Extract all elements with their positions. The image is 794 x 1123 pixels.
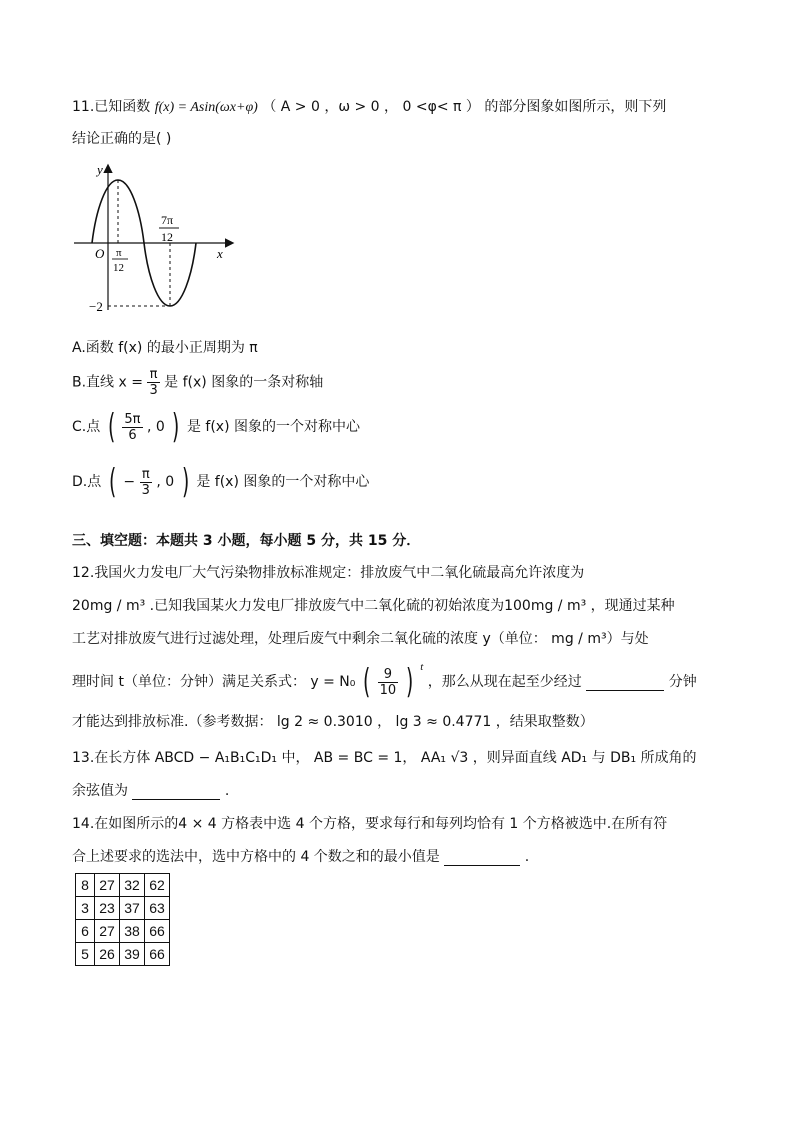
y-axis-label: y: [97, 162, 103, 177]
q11-conditions: （ A > 0 ，ω > 0 ， 0 <φ< π ）: [262, 99, 480, 115]
grid-cell[interactable]: 62: [145, 874, 170, 897]
option-b-suffix: 是 f(x) 图象的一条对称轴: [164, 374, 324, 391]
q12-formula-fraction: [378, 667, 399, 698]
option-b-den: 3: [149, 383, 158, 398]
grid-cell[interactable]: 27: [95, 874, 120, 897]
q11-intro-tail: 的部分图象如图所示，则下列: [484, 99, 667, 115]
option-d-fraction: [140, 467, 152, 498]
q12-line2: 20mg / m³ .已知我国某火力发电厂排放废气中二氧化硫的初始浓度为100mg / m³ ，现通过某种: [72, 598, 675, 614]
grid-cell[interactable]: 38: [120, 920, 145, 943]
grid-cell[interactable]: 63: [145, 897, 170, 920]
grid-cell[interactable]: 6: [76, 920, 95, 943]
option-d-den: 3: [141, 482, 150, 498]
q11-line1: [72, 96, 666, 116]
q11-option-d: D.点 ( − $\frac{\pi}{3}$ , 0 ) 是 f(x) 图象的一个对称中心: [72, 462, 370, 502]
section-heading: 三、填空题：本题共 3 小题，每小题 5 分，共 15 分．: [72, 533, 421, 549]
grid-cell[interactable]: 66: [145, 920, 170, 943]
grid-cell[interactable]: 8: [76, 874, 95, 897]
grid-cell[interactable]: 32: [120, 874, 145, 897]
q14-line1: 14.在如图所示的4 × 4 方格表中选 4 个方格，要求每行和每列均恰有 1 个方格被选中.在所有符: [72, 816, 668, 832]
grid-cell[interactable]: 39: [120, 943, 145, 966]
q11-sine-graph: [72, 160, 242, 320]
q12-line5: 才能达到排放标准.（参考数据： lg 2 ≈ 0.3010 ， lg 3 ≈ 0.4771 ，结果取整数）: [72, 714, 594, 730]
tick1-denominator: 12: [113, 262, 124, 274]
option-d-suffix: 是 f(x) 图象的一个对称中心: [196, 474, 370, 490]
q12-line4: 理时间 t（单位：分钟）满足关系式： y = N₀ ( $\frac{9}{10}$ ) $^t$ ，那么从现在起至少经过 分钟: [72, 661, 697, 702]
q12-formula-suffix: ，那么从现在起至少经过: [427, 674, 582, 690]
q13-line2: 余弦值为 .: [72, 783, 230, 799]
q12-answer-blank[interactable]: [586, 674, 664, 691]
option-c-num: 5π: [124, 411, 141, 427]
option-c-fraction: [122, 412, 142, 443]
number-grid: [75, 873, 170, 966]
option-c-prefix: C.点: [72, 419, 101, 435]
min-value-label: −2: [89, 299, 103, 314]
q13-answer-blank[interactable]: [132, 783, 220, 800]
grid-row: [76, 897, 170, 920]
grid-row: [76, 920, 170, 943]
q11-option-a: A.函数 f(x) 的最小正周期为 π: [72, 340, 258, 356]
origin-label: O: [95, 246, 105, 261]
grid-cell[interactable]: 23: [95, 897, 120, 920]
option-d-num: π: [140, 467, 152, 483]
x-axis-label: x: [217, 246, 223, 261]
grid-row: [76, 874, 170, 897]
grid-row: [76, 943, 170, 966]
tick1-numerator: π: [116, 247, 122, 259]
q14-prompt: 合上述要求的选法中，选中方格中的 4 个数之和的最小值是: [72, 849, 440, 865]
tick2-numerator: 7π: [161, 213, 174, 227]
option-b-prefix: B.直线 x =: [72, 374, 143, 391]
option-d-prefix: D.点: [72, 474, 102, 490]
grid-cell[interactable]: 27: [95, 920, 120, 943]
q13-line1: 13.在长方体 ABCD − A₁B₁C₁D₁ 中， AB = BC = 1， AA₁ √3 ，则异面直线 AD₁ 与 DB₁ 所成角的: [72, 750, 697, 766]
grid-cell[interactable]: 26: [95, 943, 120, 966]
q14-line2: 合上述要求的选法中，选中方格中的 4 个数之和的最小值是 .: [72, 849, 530, 865]
option-c-den: 6: [128, 427, 137, 443]
q11-option-c: C.点 ( $\frac{5\pi}{6}$ , 0 ) 是 f(x) 图象的一个对称中心: [72, 407, 360, 447]
option-b-num: π: [147, 367, 159, 383]
q12-frac-den: 10: [379, 682, 397, 698]
grid-cell[interactable]: 5: [76, 943, 95, 966]
q12-exponent: t: [420, 661, 424, 674]
option-d-sign: −: [123, 474, 136, 490]
option-d-coord: , 0: [156, 474, 175, 490]
q12-formula-prefix: 理时间 t（单位：分钟）满足关系式： y = N₀: [72, 674, 356, 690]
q12-unit: 分钟: [668, 674, 697, 690]
option-b-fraction: [147, 367, 159, 398]
q11-option-b: [72, 367, 323, 398]
q12-line3: 工艺对排放废气进行过滤处理，处理后废气中剩余二氧化硫的浓度 y（单位： mg / m³）与处: [72, 631, 649, 647]
tick2-denominator: 12: [161, 230, 173, 244]
option-c-coord: , 0: [146, 419, 165, 435]
q13-prompt: 余弦值为: [72, 783, 128, 799]
option-c-suffix: 是 f(x) 图象的一个对称中心: [186, 419, 360, 435]
grid-cell[interactable]: 66: [145, 943, 170, 966]
q11-function: f(x) = Asin(ωx+φ): [154, 100, 258, 115]
grid-cell[interactable]: 37: [120, 897, 145, 920]
grid-cell[interactable]: 3: [76, 897, 95, 920]
q14-answer-blank[interactable]: [444, 849, 520, 866]
q12-frac-num: 9: [378, 667, 399, 683]
q11-intro: 11.已知函数: [72, 99, 151, 115]
q12-line1: 12.我国火力发电厂大气污染物排放标准规定：排放废气中二氧化硫最高允许浓度为: [72, 565, 585, 581]
q11-line2: 结论正确的是( ): [72, 131, 172, 147]
